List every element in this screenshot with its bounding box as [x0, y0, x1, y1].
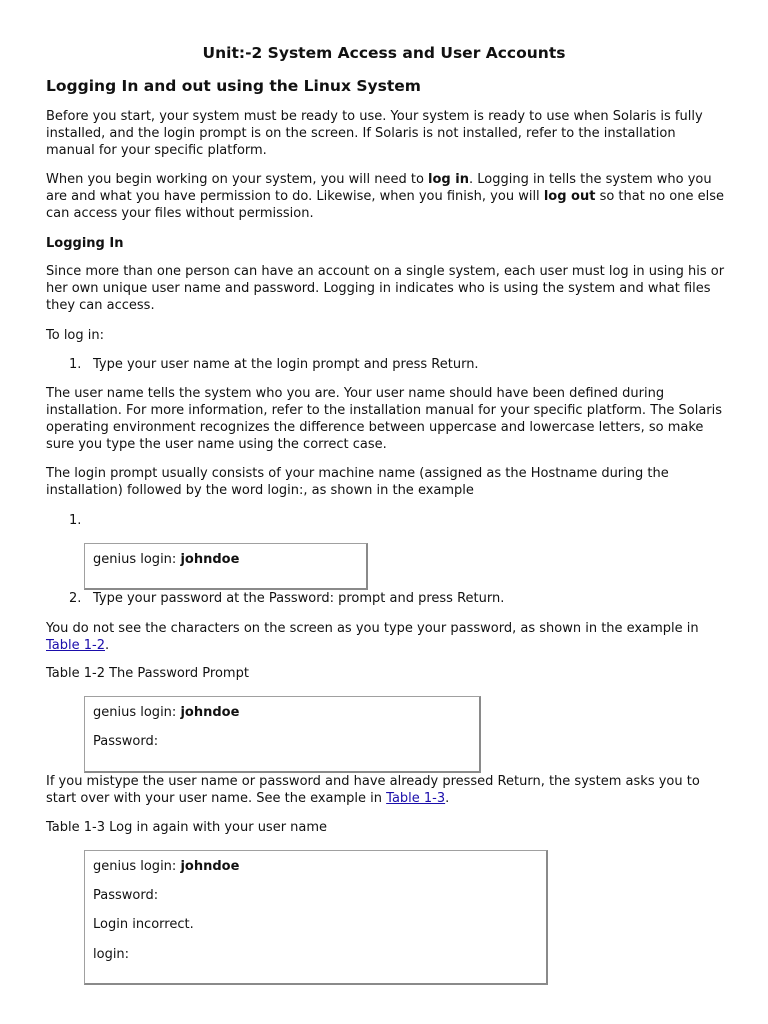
login-label: genius login: — [93, 552, 181, 567]
log-out-term: log out — [543, 189, 596, 204]
login-label: genius login: — [93, 705, 181, 720]
login-prompt-paragraph: The login prompt usually consists of your machine name (assigned as the Hostname during the installation) followed by the word login:, as shown in the example — [46, 466, 669, 498]
multi-user-paragraph: Since more than one person can have an account on a single system, each user must log in using his or her own unique user name and password. Logging in indicates who is using the system and what files they can access. — [46, 264, 725, 313]
list-number: 1. — [69, 513, 82, 528]
password-line: Password: — [93, 734, 159, 749]
password-paragraph — [46, 620, 726, 654]
login-username: johndoe — [180, 859, 240, 874]
list-item-text: Type your user name at the login prompt and press Return. — [93, 357, 479, 372]
password-line: Password: — [93, 888, 159, 903]
mistype-paragraph — [46, 773, 726, 807]
password-end: . — [104, 638, 110, 653]
table-1-3-link[interactable]: Table 1-3 — [386, 791, 446, 806]
login-retry-line: login: — [93, 947, 130, 962]
user-name-paragraph: The user name tells the system who you are. Your user name should have been defined during installation. For more information, refer to the installation manual for your specific platform. The Solaris operating environment recognizes the difference between uppercase and lowercase letters, so make sure you type the user name using the correct case. — [46, 386, 723, 452]
begin-text-3: so that no one else can access your files without permission. — [46, 189, 724, 221]
login-label: genius login: — [93, 859, 181, 874]
section-heading: Logging In and out using the Linux System — [46, 77, 421, 95]
table-1-3-caption: Table 1-3 Log in again with your user name — [46, 820, 328, 835]
password-text: You do not see the characters on the screen as you type your password, as shown in the example in — [46, 621, 699, 636]
intro-paragraph: Before you start, your system must be ready to use. Your system is ready to use when Solaris is fully installed, and the login prompt is on the screen. If Solaris is not installed, refer to the installation manual for your specific platform. — [46, 109, 703, 158]
begin-text-2: . Logging in tells the system who you are and what you have permission to do. Likewise, when you finish, you will — [46, 172, 712, 204]
login-example-box — [84, 543, 368, 590]
list-item-text: Type your password at the Password: prompt and press Return. — [93, 591, 505, 606]
begin-text-1: When you begin working on your system, you will need to — [46, 172, 429, 187]
begin-paragraph — [46, 171, 726, 222]
login-line — [93, 551, 239, 568]
document-title: Unit:-2 System Access and User Accounts — [202, 44, 566, 62]
mistype-end: . — [445, 791, 450, 806]
list-item-step-2 — [69, 590, 504, 607]
login-incorrect-line: Login incorrect. — [93, 917, 194, 932]
login-retry-box — [84, 850, 548, 985]
table-1-2-caption: Table 1-2 The Password Prompt — [46, 666, 249, 681]
list-number: 2. — [69, 591, 82, 606]
list-item-step-1 — [69, 356, 479, 373]
table-1-2-link[interactable]: Table 1-2 — [46, 638, 105, 653]
login-line — [93, 858, 239, 875]
list-number: 1. — [69, 357, 82, 372]
log-in-term: log in — [428, 172, 469, 187]
login-username: johndoe — [180, 552, 240, 567]
list-item-example-1 — [69, 512, 93, 529]
password-prompt-box — [84, 696, 481, 773]
to-log-in-text: To log in: — [46, 328, 104, 343]
logging-in-heading: Logging In — [46, 236, 124, 251]
login-username: johndoe — [180, 705, 240, 720]
mistype-text: If you mistype the user name or password and have already pressed Return, the system asks you to start over with your user name. See the example in — [46, 774, 700, 806]
login-line — [93, 704, 239, 721]
